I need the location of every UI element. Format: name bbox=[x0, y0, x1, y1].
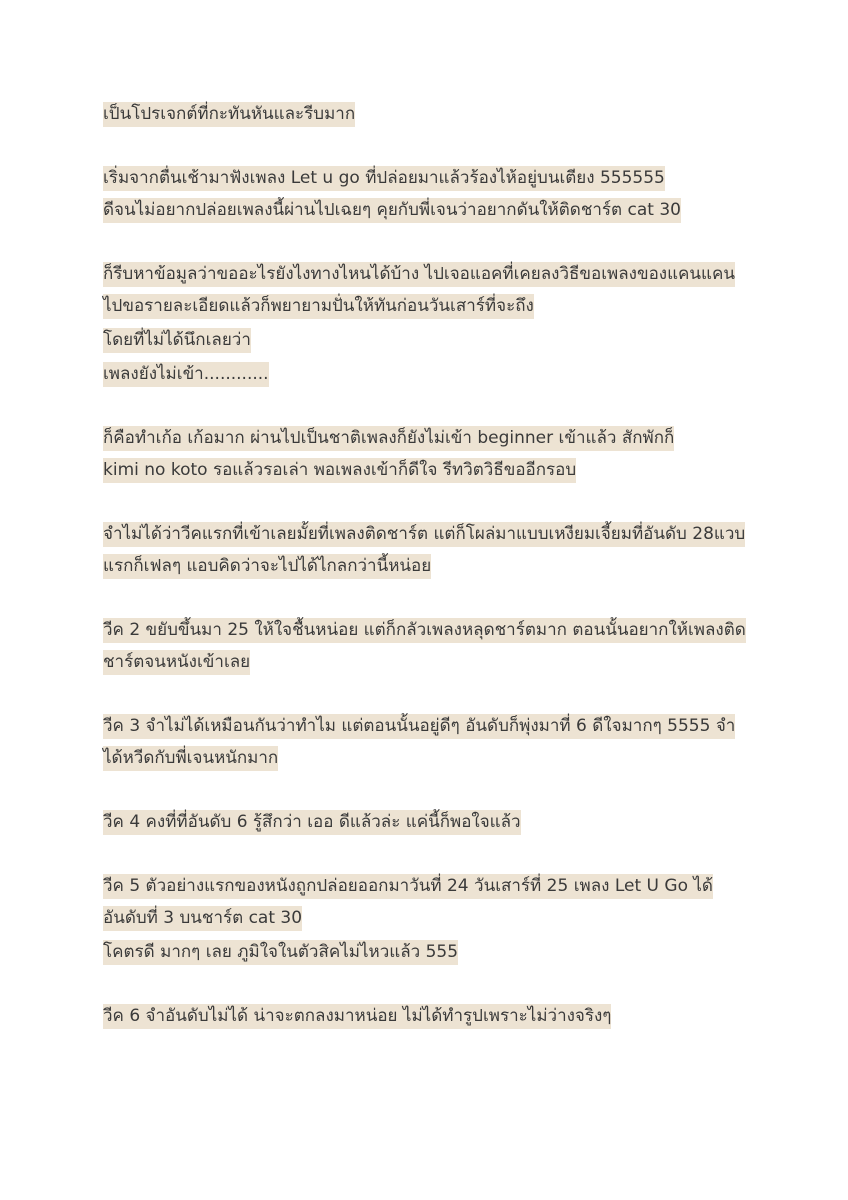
text-line: วีค 5 ตัวอย่างแรกของหนังถูกปล่อยออกมาวันที่ 24 วันเสาร์ที่ 25 เพลง Let U Go ได้ bbox=[103, 874, 713, 899]
paragraph bbox=[103, 98, 783, 130]
paragraph bbox=[103, 870, 783, 934]
text-line: ได้หวีดกับพี่เจนหนักมาก bbox=[103, 746, 278, 771]
text-line: ไปขอรายละเอียดแล้วก็พยายามปั่นให้ทันก่อนวันเสาร์ที่จะถึง bbox=[103, 294, 534, 319]
paragraph bbox=[103, 614, 783, 678]
text-line: อันดับที่ 3 บนชาร์ต cat 30 bbox=[103, 906, 302, 931]
text-line: ดีจนไม่อยากปล่อยเพลงนี้ผ่านไปเฉยๆ คุยกับพี่เจนว่าอยากดันให้ติดชาร์ต cat 30 bbox=[103, 198, 681, 223]
paragraph bbox=[103, 518, 783, 582]
text-line: จำไม่ได้ว่าวีคแรกที่เข้าเลยมั้ยที่เพลงติดชาร์ต แต่ก็โผล่มาแบบเหงียมเจี้ยมที่อันดับ 28แวบ bbox=[103, 522, 745, 547]
text-line: เพลงยังไม่เข้า............ bbox=[103, 362, 269, 387]
paragraph bbox=[103, 258, 783, 322]
text-line: โคตรดี มากๆ เลย ภูมิใจในตัวสิคไม่ไหวแล้ว 555 bbox=[103, 940, 458, 965]
text-line: ชาร์ตจนหนังเข้าเลย bbox=[103, 650, 250, 675]
paragraph bbox=[103, 162, 783, 226]
paragraph bbox=[103, 422, 783, 486]
text-line: วีค 4 คงที่ที่อันดับ 6 รู้สึกว่า เออ ดีแล้วล่ะ แค่นี้ก็พอใจแล้ว bbox=[103, 810, 521, 835]
text-line: kimi no koto รอแล้วรอเล่า พอเพลงเข้าก็ดีใจ รีทวิตวิธีขออีกรอบ bbox=[103, 458, 576, 483]
document-body bbox=[103, 98, 783, 1032]
text-line: วีค 6 จำอันดับไม่ได้ น่าจะตกลงมาหน่อย ไม่ได้ทำรูปเพราะไม่ว่างจริงๆ bbox=[103, 1004, 611, 1029]
paragraph bbox=[103, 358, 783, 390]
paragraph bbox=[103, 936, 783, 968]
paragraph bbox=[103, 806, 783, 838]
text-line: แรกก็เฟลๆ แอบคิดว่าจะไปได้ไกลกว่านี้หน่อย bbox=[103, 554, 431, 579]
text-line: ก็คือทำเก้อ เก้อมาก ผ่านไปเป็นชาติเพลงก็ยังไม่เข้า beginner เข้าแล้ว สักพักก็ bbox=[103, 426, 674, 451]
text-line: โดยที่ไม่ได้นึกเลยว่า bbox=[103, 328, 251, 353]
paragraph bbox=[103, 324, 783, 356]
text-line: เริ่มจากตื่นเช้ามาฟังเพลง Let u go ที่ปล่อยมาแล้วร้องไห้อยู่บนเตียง 555555 bbox=[103, 166, 665, 191]
text-line: วีค 2 ขยับขึ้นมา 25 ให้ใจชื้นหน่อย แต่ก็กลัวเพลงหลุดชาร์ตมาก ตอนนั้นอยากให้เพลงติด bbox=[103, 618, 746, 643]
paragraph bbox=[103, 710, 783, 774]
paragraph bbox=[103, 1000, 783, 1032]
text-line: วีค 3 จำไม่ได้เหมือนกันว่าทำไม แต่ตอนนั้นอยู่ดีๆ อันดับก็พุ่งมาที่ 6 ดีใจมากๆ 5555 จำ bbox=[103, 714, 735, 739]
text-line: เป็นโปรเจกต์ที่กะทันหันและรีบมาก bbox=[103, 102, 355, 127]
text-line: ก็รีบหาข้อมูลว่าขออะไรยังไงทางไหนได้บ้าง ไปเจอแอคที่เคยลงวิธีขอเพลงของแคนแคน bbox=[103, 262, 735, 287]
